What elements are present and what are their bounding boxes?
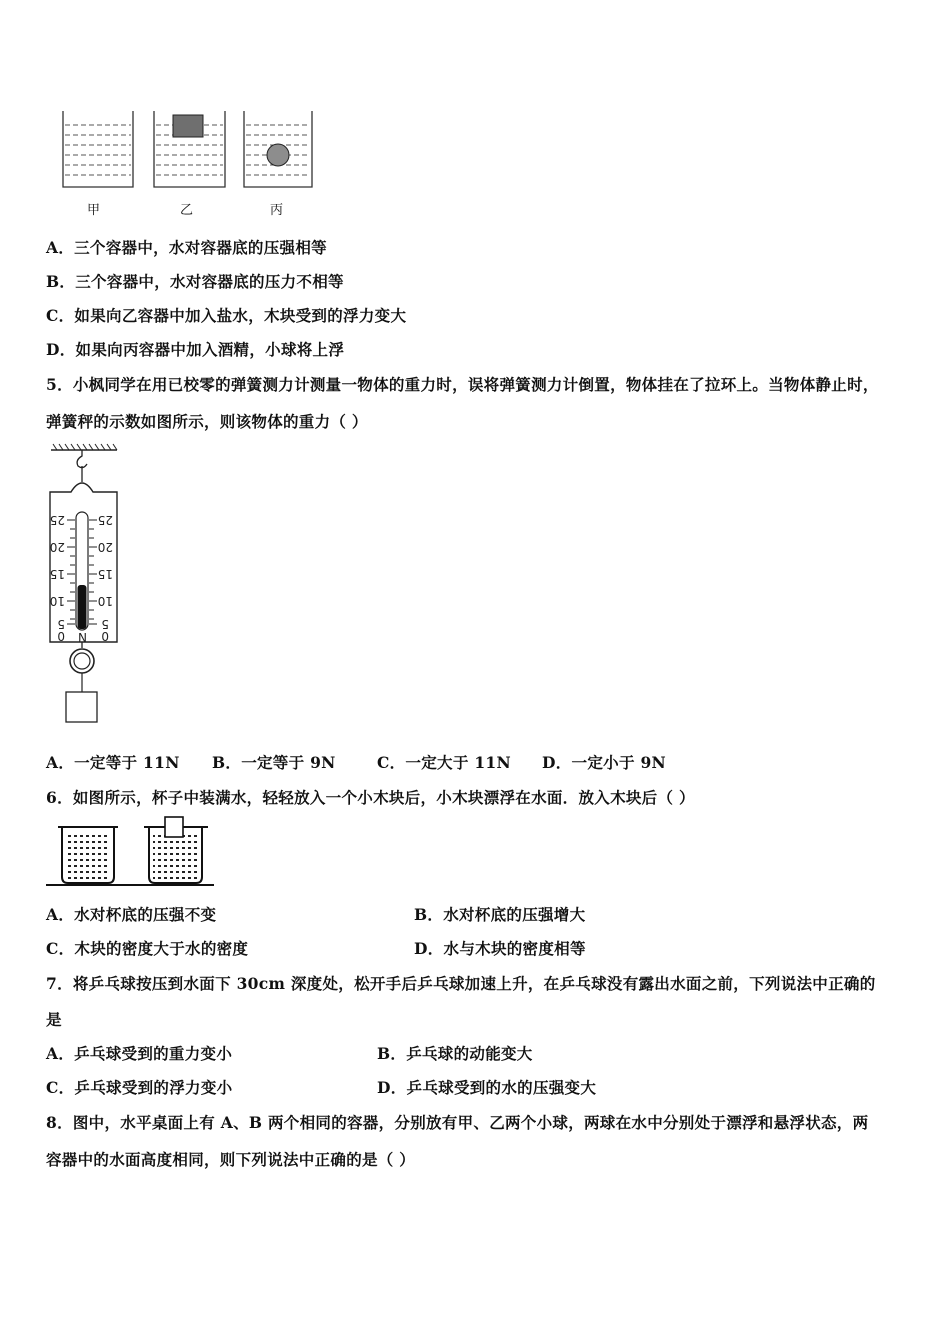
scale-left-25: 25 — [49, 513, 65, 527]
label-bing: 丙 — [270, 203, 284, 218]
spring-fill — [78, 585, 87, 629]
scale-right-25: 25 — [97, 513, 113, 527]
scale-left-20: 20 — [49, 540, 65, 554]
q7-stem-line2: 是 — [46, 1010, 62, 1029]
q5-option-c: C．一定大于 11N — [377, 753, 511, 772]
wood-block — [173, 115, 203, 137]
q6-option-d: D．水与木块的密度相等 — [414, 939, 586, 958]
q4-option-c: C．如果向乙容器中加入盐水，木块受到的浮力变大 — [46, 306, 407, 325]
scale-left-0: 0 — [57, 629, 65, 643]
q8-stem-line1: 8．图中，水平桌面上有 A、B 两个相同的容器，分别放有甲、乙两个小球，两球在水中分别处于漂浮和悬浮状态，两 — [46, 1113, 869, 1132]
q7-option-a: A．乒乓球受到的重力变小 — [46, 1044, 233, 1063]
q6-option-a: A．水对杯底的压强不变 — [46, 905, 217, 924]
scale-right-20: 20 — [97, 540, 113, 554]
q7-option-b: B．乒乓球的动能变大 — [377, 1044, 533, 1063]
scale-left-10: 10 — [49, 594, 65, 608]
hanging-object — [66, 692, 97, 722]
q6-option-b: B．水对杯底的压强增大 — [414, 905, 586, 924]
q4-containers-figure — [55, 105, 325, 200]
cups-figure — [44, 815, 216, 890]
q6-option-c: C．木块的密度大于水的密度 — [46, 939, 249, 958]
scale-unit: N — [78, 630, 87, 644]
q5-option-d: D．一定小于 9N — [542, 753, 666, 772]
q5-option-a: A．一定等于 11N — [46, 753, 180, 772]
scale-right-15: 15 — [97, 567, 113, 581]
q7-stem-line1: 7．将乒乓球按压到水面下 30cm 深度处，松开手后乒乓球加速上升，在乒乓球没有露出水面之前，下列说法中正确的 — [46, 974, 876, 993]
scale-left-15: 15 — [49, 567, 65, 581]
q4-option-a: A．三个容器中，水对容器底的压强相等 — [46, 238, 327, 257]
q4-option-d: D．如果向丙容器中加入酒精，小球将上浮 — [46, 340, 345, 359]
q7-option-c: C．乒乓球受到的浮力变小 — [46, 1078, 233, 1097]
scale-right-10: 10 — [97, 594, 113, 608]
q6-stem: 6．如图所示，杯子中装满水，轻轻放入一个小木块后，小木块漂浮在水面．放入木块后（ ） — [46, 788, 695, 807]
scale-right-5: 5 — [101, 617, 109, 631]
q5-stem-line1: 5．小枫同学在用已校零的弹簧测力计测量一物体的重力时，误将弹簧测力计倒置，物体挂在了拉环上。当物体静止时， — [46, 375, 879, 394]
q5-option-b: B．一定等于 9N — [212, 753, 336, 772]
label-yi: 乙 — [180, 203, 194, 218]
q7-option-d: D．乒乓球受到的水的压强变大 — [377, 1078, 597, 1097]
scale-right-0: 0 — [101, 629, 109, 643]
q5-stem-line2: 弹簧秤的示数如图所示，则该物体的重力（ ） — [46, 412, 368, 431]
scale-left-5: 5 — [57, 617, 65, 631]
label-jia: 甲 — [87, 203, 101, 218]
q4-option-b: B．三个容器中，水对容器底的压力不相等 — [46, 272, 344, 291]
q8-stem-line2: 容器中的水面高度相同，则下列说法中正确的是（ ） — [46, 1150, 416, 1169]
small-ball — [267, 144, 289, 166]
spring-scale-figure — [45, 440, 135, 730]
small-wood-block — [165, 817, 183, 837]
